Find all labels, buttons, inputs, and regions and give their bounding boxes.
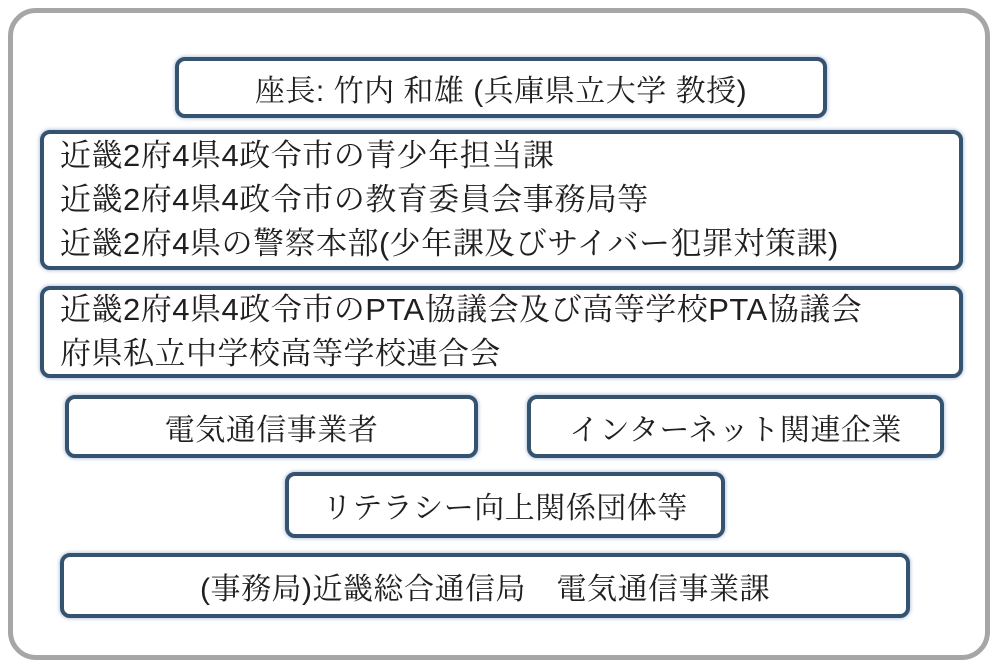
- government-line-youth: 近畿2府4県4政令市の青少年担当課: [60, 138, 555, 173]
- government-line-police: 近畿2府4県の警察本部(少年課及びサイバー犯罪対策課): [60, 226, 839, 261]
- literacy-organizations-label: リテラシー向上関係団体等: [322, 492, 688, 525]
- pta-associations-box: [40, 286, 963, 378]
- chair-box: [175, 57, 827, 118]
- telecom-carriers-label: 電気通信事業者: [164, 413, 379, 447]
- internet-companies-box: [527, 395, 944, 458]
- chair-label: 座長: 竹内 和雄 (兵庫県立大学 教授): [254, 74, 748, 108]
- government-agencies-box: [40, 130, 963, 270]
- secretariat-box: [60, 553, 910, 618]
- literacy-organizations-box: [285, 472, 725, 538]
- pta-line-councils: 近畿2府4県4政令市のPTA協議会及び高等学校PTA協議会: [60, 292, 863, 327]
- secretariat-label: (事務局)近畿総合通信局 電気通信事業課: [200, 572, 770, 606]
- government-line-education: 近畿2府4県4政令市の教育委員会事務局等: [60, 182, 649, 217]
- internet-companies-label: インターネット関連企業: [569, 413, 902, 447]
- telecom-carriers-box: [65, 395, 478, 458]
- pta-line-private-schools: 府県私立中学校高等学校連合会: [60, 336, 501, 371]
